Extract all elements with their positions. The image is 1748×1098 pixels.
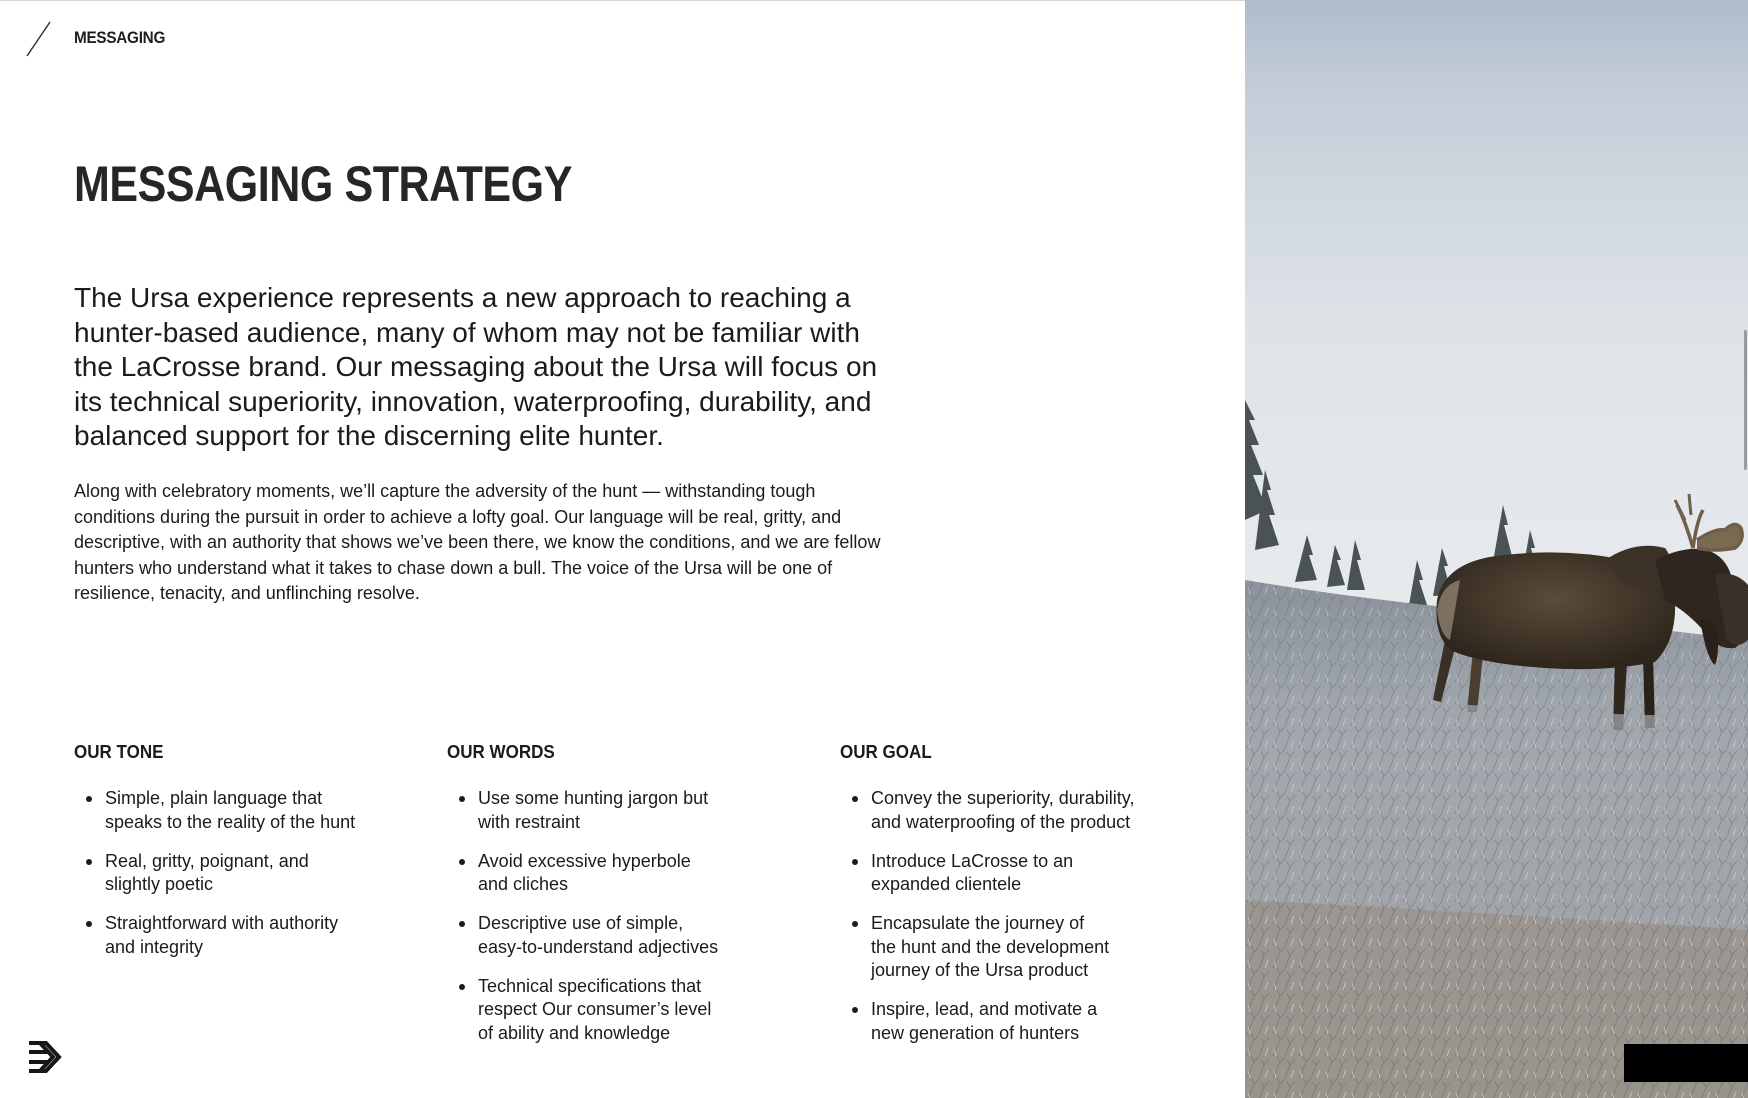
bullet-icon <box>459 984 465 990</box>
column-our-words <box>447 740 787 1043</box>
list-item <box>840 912 1134 983</box>
page-title: MESSAGING STRATEGY <box>74 156 572 212</box>
list-item <box>840 787 1134 834</box>
list-item-text: Real, gritty, poignant, and slightly poetic <box>105 850 309 894</box>
list-item <box>447 787 718 834</box>
top-divider <box>0 0 1245 1</box>
list-item-text: Inspire, lead, and motivate a new generation of hunters <box>871 999 1098 1043</box>
list-item-text: Avoid excessive hyperbole and cliches <box>478 850 691 894</box>
list-item <box>74 850 355 897</box>
bullet-icon <box>852 921 858 927</box>
bullet-icon <box>852 859 858 865</box>
lead-paragraph: The Ursa experience represents a new approach to reaching a hunter-based audience, many of whom may not be familiar with the LaCrosse brand. Our messaging about the Ursa will focus on its technical superiority, innovation, waterproofing, durability, and balanced support for the discerning elite hunter. <box>74 282 878 451</box>
column-heading: OUR WORDS <box>447 741 555 762</box>
scrollbar-handle[interactable] <box>1744 330 1747 470</box>
bullet-list <box>840 787 1134 1061</box>
bullet-icon <box>459 859 465 865</box>
list-item <box>840 850 1134 897</box>
bullet-icon <box>86 921 92 927</box>
column-our-goal <box>840 740 1185 1043</box>
bullet-icon <box>86 796 92 802</box>
list-item <box>74 787 355 834</box>
bullet-icon <box>852 1007 858 1013</box>
bullet-icon <box>459 796 465 802</box>
moose-in-frosted-brush-photo <box>1245 0 1748 1098</box>
list-item-text: Descriptive use of simple, easy-to-understand adjectives <box>478 913 719 957</box>
list-item <box>447 975 718 1046</box>
bullet-icon <box>852 796 858 802</box>
black-label-bar <box>1624 1044 1748 1082</box>
column-heading: OUR TONE <box>74 741 164 762</box>
list-item <box>74 912 355 959</box>
list-item-text: Simple, plain language that speaks to the reality of the hunt <box>105 788 356 832</box>
bullet-icon <box>459 921 465 927</box>
list-item-text: Introduce LaCrosse to an expanded clientele <box>871 850 1074 894</box>
list-item <box>840 998 1134 1045</box>
slash-icon <box>25 20 53 58</box>
section-label: MESSAGING <box>74 28 166 47</box>
brand-chevron-icon[interactable] <box>26 1040 66 1074</box>
list-item-text: Encapsulate the journey of the hunt and the development journey of the Ursa product <box>871 913 1110 980</box>
list-item-text: Convey the superiority, durability, and waterproofing of the product <box>871 788 1135 832</box>
bullet-list <box>447 787 718 1061</box>
bullet-icon <box>86 859 92 865</box>
column-our-tone <box>74 740 394 957</box>
column-heading: OUR GOAL <box>840 741 932 762</box>
moose-photo <box>1245 0 1748 1098</box>
list-item-text: Technical specifications that respect Our consumer’s level of ability and knowledge <box>478 975 712 1043</box>
bullet-list <box>74 787 355 975</box>
list-item <box>447 912 718 959</box>
list-item <box>447 850 718 897</box>
list-item-text: Use some hunting jargon but with restraint <box>478 788 709 832</box>
list-item-text: Straightforward with authority and integrity <box>105 913 339 957</box>
body-paragraph: Along with celebratory moments, we’ll capture the adversity of the hunt — withstanding tough conditions during the pursuit in order to achieve a lofty goal. Our language will be real, gritty, and descriptive, with an authority that shows we’ve been there, we know the conditions, and we are fellow hunters who understand what it takes to chase down a bull. The voice of the Ursa will be one of resilience, tenacity, and unflinching resolve. <box>74 481 881 603</box>
